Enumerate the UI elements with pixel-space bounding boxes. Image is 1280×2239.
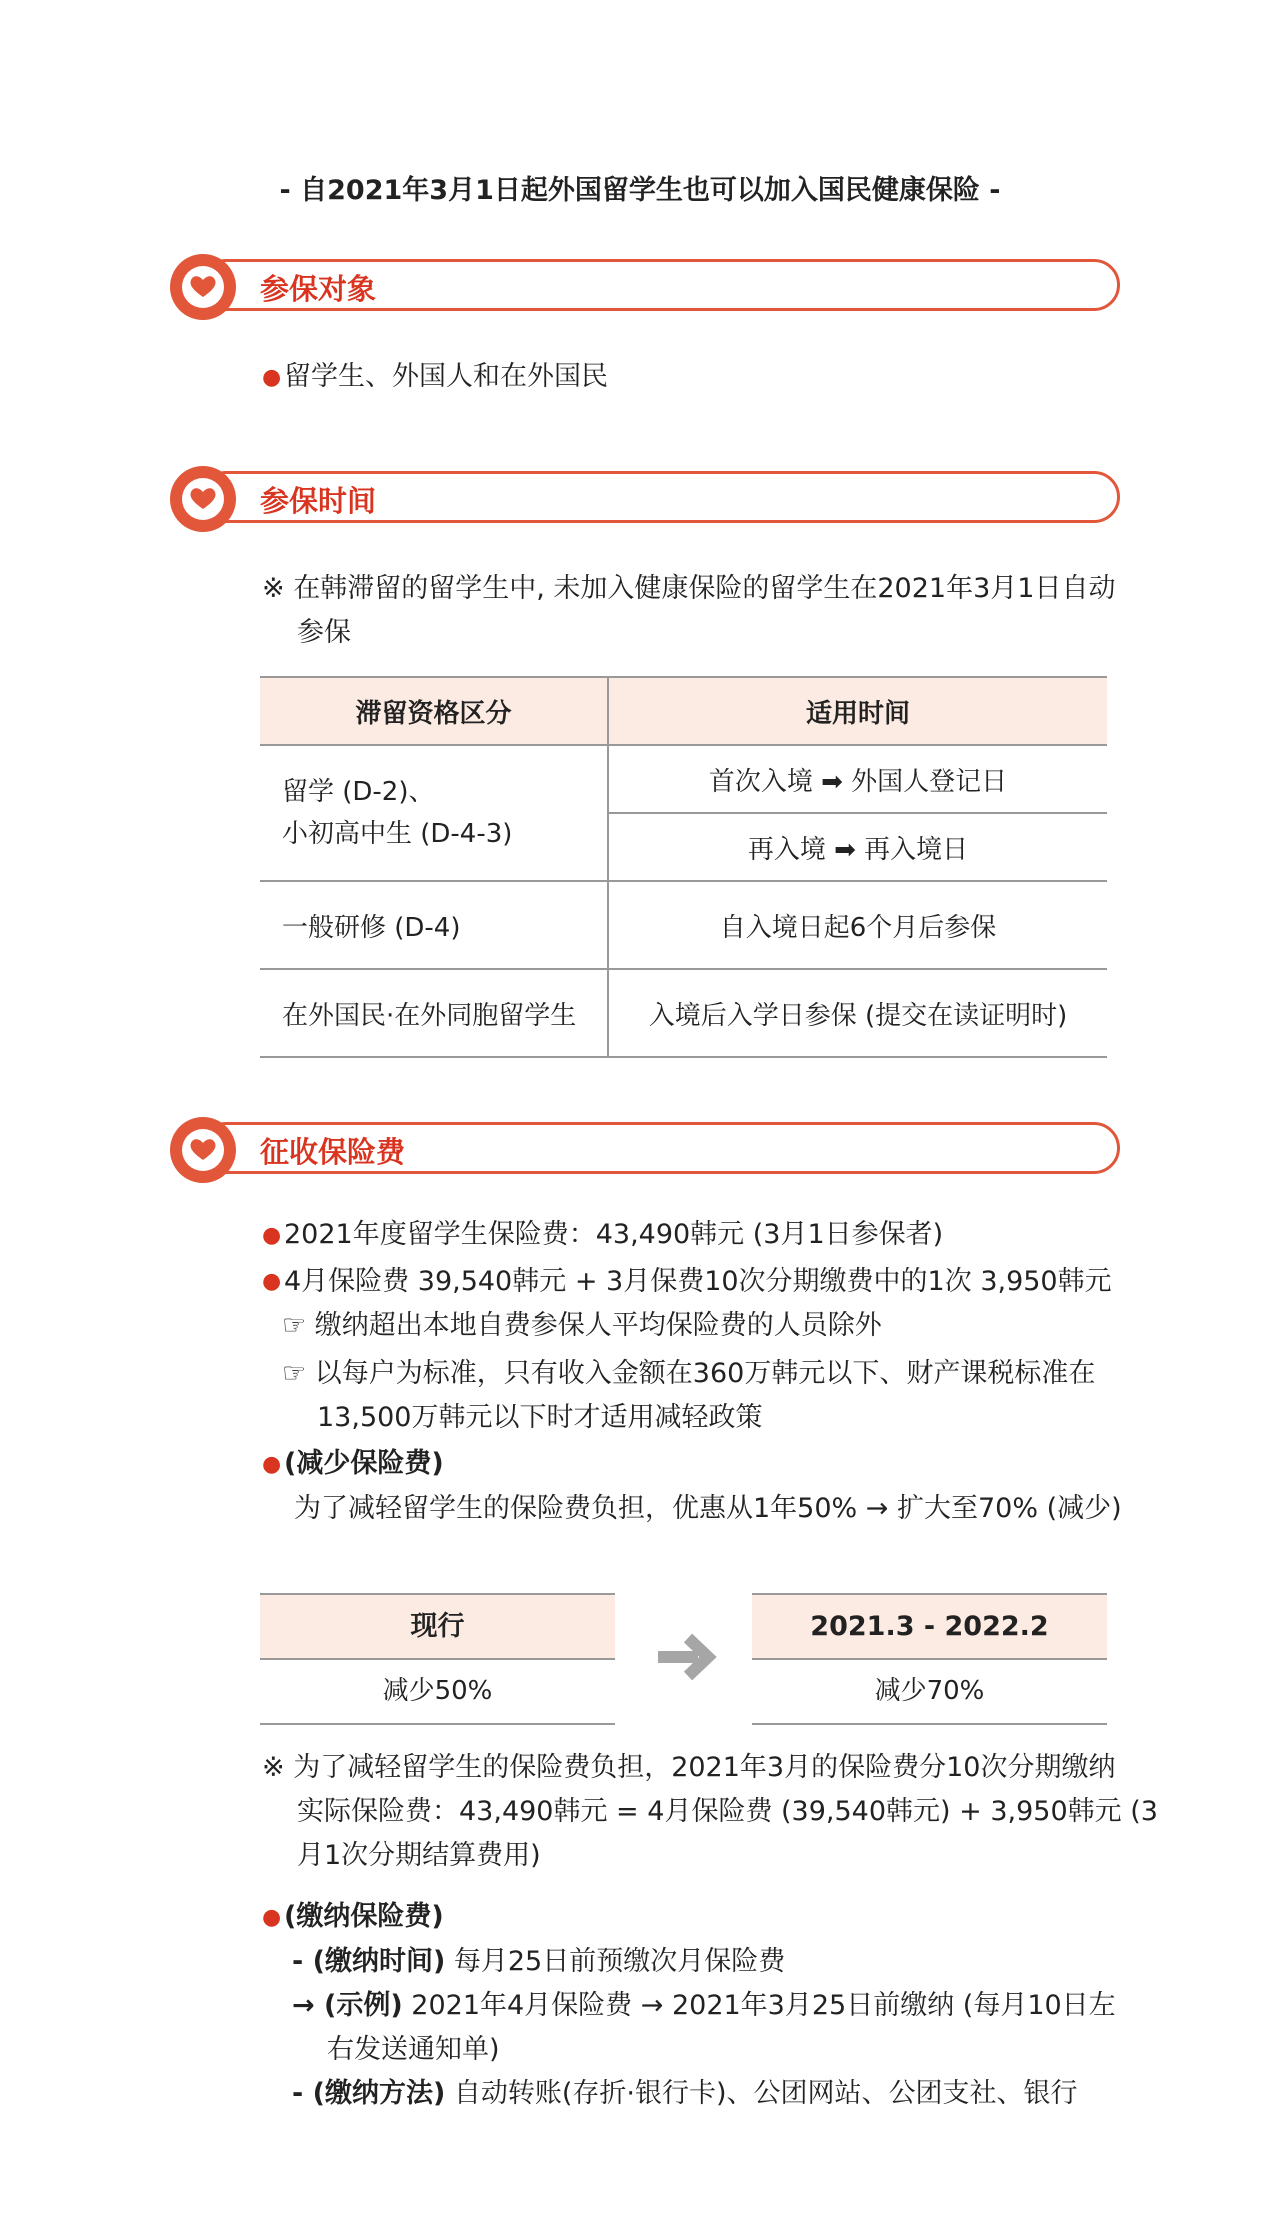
new-rate-box bbox=[752, 1593, 1107, 1725]
stay-status-table bbox=[260, 676, 1107, 1058]
table-cell-status: 在外国民·在外同胞留学生 bbox=[260, 969, 608, 1057]
bullet-dot: ● bbox=[262, 1904, 282, 1930]
table-cell-time: 入境后入学日参保 (提交在读证明时) bbox=[608, 969, 1107, 1057]
right-arrow-icon bbox=[656, 1632, 718, 1686]
heart-chat-icon bbox=[170, 254, 236, 320]
sub-item: → (示例) 2021年4月保险费 → 2021年3月25日前缴纳 (每月10日左 右发送通知单) bbox=[292, 1989, 1116, 2065]
bullet-dot: ● bbox=[262, 1451, 282, 1477]
current-rate-value: 减少50% bbox=[260, 1660, 615, 1725]
note-text: ※ 在韩滞留的留学生中, 未加入健康保险的留学生在2021年3月1日自动 参保 bbox=[262, 573, 1116, 648]
table-cell-status: 一般研修 (D-4) bbox=[260, 881, 608, 969]
list-item: ● 留学生、外国人和在外国民 bbox=[262, 355, 608, 400]
table-cell-time: 首次入境 ➡ 外国人登记日 bbox=[608, 745, 1107, 813]
heart-chat-icon bbox=[170, 466, 236, 532]
section-heading: 参保时间 bbox=[260, 484, 377, 518]
new-rate-header: 2021.3 - 2022.2 bbox=[752, 1593, 1107, 1660]
current-rate-box bbox=[260, 1593, 615, 1725]
list-item: ● 2021年度留学生保险费：43,490韩元 (3月1日参保者) bbox=[262, 1213, 1122, 1258]
sub-item: - (缴纳时间) 每月25日前预缴次月保险费 bbox=[292, 1945, 786, 1977]
new-rate-value: 减少70% bbox=[752, 1660, 1107, 1725]
table-row bbox=[260, 881, 1107, 969]
list-item-text: 为了减轻留学生的保险费负担，优惠从1年50% → 扩大至70% (减少) bbox=[294, 1492, 1122, 1524]
list-item: ● 4月保险费 39,540韩元 + 3月保费10次分期缴费中的1次 3,950韩元 bbox=[262, 1260, 1122, 1305]
current-rate-header: 现行 bbox=[260, 1593, 615, 1660]
section-header-enrollment-target bbox=[170, 254, 1120, 320]
table-cell-status: 留学 (D-2)、 小初高中生 (D-4-3) bbox=[260, 745, 608, 881]
sub-item: - (缴纳方法) 自动转账(存折·银行卡)、公团网站、公团支社、银行 bbox=[292, 2077, 1078, 2109]
bullet-dot: ● bbox=[262, 1222, 282, 1248]
heart-chat-icon bbox=[170, 1117, 236, 1183]
table-row bbox=[260, 745, 1107, 813]
table-cell-time: 自入境日起6个月后参保 bbox=[608, 881, 1107, 969]
premium-list bbox=[262, 1213, 1122, 1531]
section-header-enrollment-time bbox=[170, 466, 1120, 532]
payment-list bbox=[262, 1895, 1116, 2116]
list-item: ● (减少保险费) bbox=[262, 1442, 1122, 1487]
section-heading: 征收保险费 bbox=[260, 1135, 406, 1169]
sub-item: ☞ 以每户为标准，只有收入金额在360万韩元以下、财产课税标准在 13,500万韩元以下时才适用减轻政策 bbox=[282, 1358, 1096, 1433]
table-row bbox=[260, 969, 1107, 1057]
column-header: 适用时间 bbox=[608, 677, 1107, 745]
page-title: - 自2021年3月1日起外国留学生也可以加入国民健康保险 - bbox=[279, 175, 1001, 206]
column-header: 滞留资格区分 bbox=[260, 677, 608, 745]
list-item: ● (缴纳保险费) bbox=[262, 1895, 1116, 1940]
section-heading: 参保对象 bbox=[260, 272, 377, 306]
note-text: ※ 为了减轻留学生的保险费负担，2021年3月的保险费分10次分期缴纳 实际保险费：43,490韩元 = 4月保险费 (39,540韩元) + 3,950韩元 (3 月1次分期结算费用) bbox=[262, 1752, 1158, 1871]
sub-item: ☞ 缴纳超出本地自费参保人平均保险费的人员除外 bbox=[282, 1310, 882, 1341]
bullet-dot: ● bbox=[262, 1269, 282, 1294]
table-cell-time: 再入境 ➡ 再入境日 bbox=[608, 813, 1107, 881]
table-header-row bbox=[260, 677, 1107, 745]
section-header-premium-collection bbox=[170, 1117, 1120, 1183]
bullet-dot: ● bbox=[262, 364, 282, 390]
